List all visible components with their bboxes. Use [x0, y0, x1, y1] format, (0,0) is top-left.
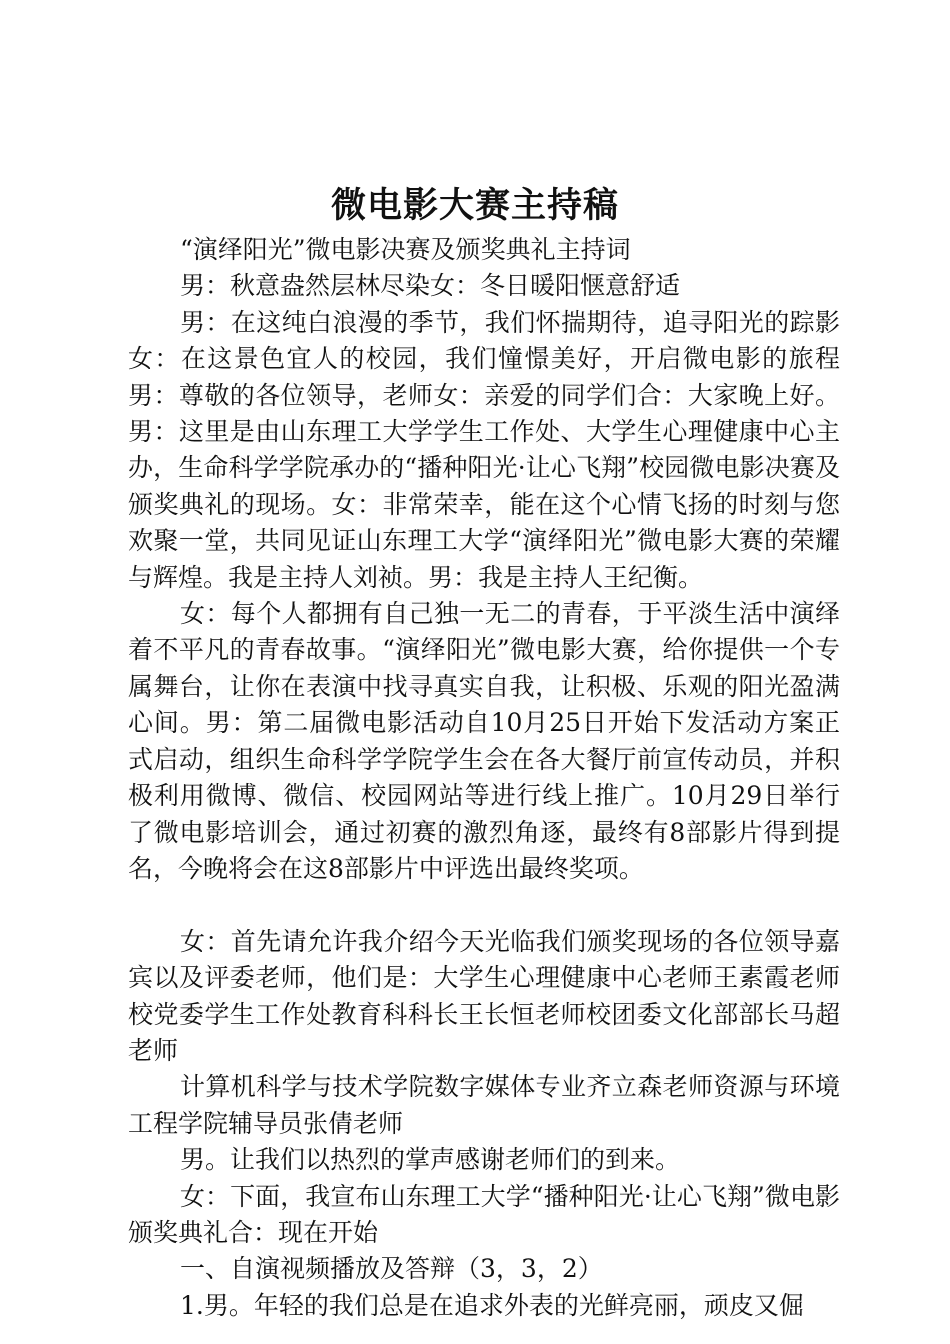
- paragraph-item-1: 1.男。年轻的我们总是在追求外表的光鲜亮丽，顽皮又倔: [180, 1290, 804, 1320]
- section-heading: 一、自演视频播放及答辩（3，3，2）: [180, 1254, 603, 1284]
- paragraph-welcome: 男：在这纯白浪漫的季节，我们怀揣期待，追寻阳光的踪影女：在这景色宜人的校园，我们憧憬美好，开启微电影的旅程男：尊敬的各位领导，老师女：亲爱的同学们合：大家晚上好。男：这里是由山东理工大学学生工作处、大学生心理健康中心主办，生命科学学院承办的“播种阳光·让心飞翔”校园微电影决赛及颁奖典礼的现场。女：非常荣幸，能在这个心情飞扬的时刻与您欢聚一堂，共同见证山东理工大学“演绎阳光”微电影大赛的荣耀与辉煌。我是主持人刘祯。男：我是主持人王纪衡。: [128, 307, 840, 592]
- document-body: [128, 232, 840, 1324]
- paragraph-guests-continued: 计算机科学与技术学院数字媒体专业齐立森老师资源与环境工程学院辅导员张倩老师: [128, 1072, 840, 1138]
- document-title: 微电影大赛主持稿: [330, 186, 619, 226]
- paragraph-guests: 女：首先请允许我介绍今天光临我们颁奖现场的各位领导嘉宾以及评委老师，他们是：大学生心理健康中心老师王素霞老师校党委学生工作处教育科科长王长恒老师校团委文化部部长马超老师: [128, 926, 840, 1065]
- paragraph-applause: 男。让我们以热烈的掌声感谢老师们的到来。: [180, 1145, 681, 1175]
- paragraph-spacer: [128, 887, 840, 923]
- paragraph-opening-lines: 男：秋意盎然层林尽染女：冬日暖阳惬意舒适: [180, 271, 681, 301]
- paragraph-event-intro: 女：每个人都拥有自己独一无二的青春，于平淡生活中演绎着不平凡的青春故事。“演绎阳光”微电影大赛，给你提供一个专属舞台，让你在表演中找寻真实自我，让积极、乐观的阳光盈满心间。男：第二届微电影活动自10月25日开始下发活动方案正式启动，组织生命科学学院学生会在各大餐厅前宣传动员，并积极利用微博、微信、校园网站等进行线上推广。10月29日举行了微电影培训会，通过初赛的激烈角逐，最终有8部影片得到提名，今晚将会在这8部影片中评选出最终奖项。: [128, 599, 840, 883]
- paragraph-subtitle: “演绎阳光”微电影决赛及颁奖典礼主持词: [180, 235, 631, 264]
- paragraph-announcement: 女：下面，我宣布山东理工大学“播种阳光·让心飞翔”微电影颁奖典礼合：现在开始: [128, 1181, 840, 1247]
